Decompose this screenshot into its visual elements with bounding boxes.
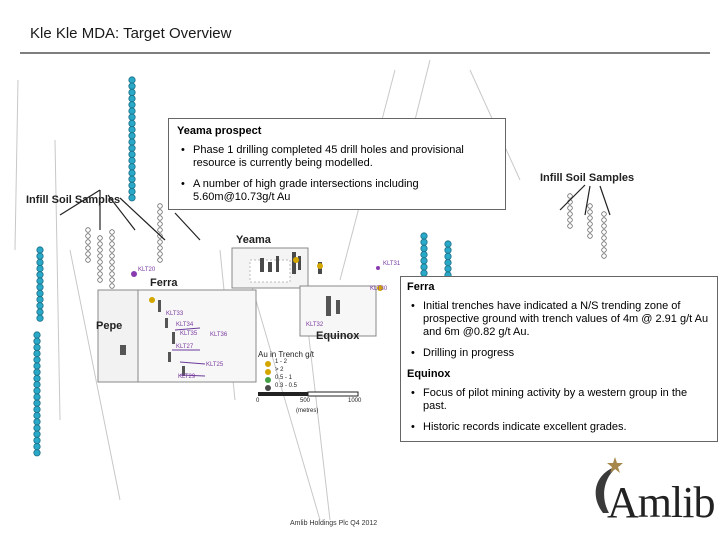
soil-sample-dot [34,437,40,443]
soil-sample-dot [129,145,135,151]
soil-sample-dot [602,254,607,259]
soil-sample-dot [110,272,115,277]
soil-sample-dot [568,218,573,223]
soil-sample-dot [129,114,135,120]
soil-sample-dot [568,206,573,211]
slide-title: Kle Kle MDA: Target Overview [30,25,232,42]
soil-sample-dot [588,216,593,221]
soil-sample-dot [588,234,593,239]
soil-sample-dot [445,259,451,265]
soil-sample-dot [98,248,103,253]
soil-sample-dot [86,258,91,263]
soil-sample-dot [421,233,427,239]
soil-sample-dot [445,266,451,272]
soil-sample-dot [34,375,40,381]
soil-sample-dot [98,260,103,265]
soil-sample-dot [421,245,427,251]
soil-sample-dot [34,350,40,356]
soil-sample-dot [158,210,163,215]
soil-sample-dot [421,264,427,270]
soil-sample-dot [98,254,103,259]
soil-sample-dot [98,266,103,271]
soil-sample-dot [129,89,135,95]
soil-sample-dot [445,241,451,247]
legend-item: > 2 [275,367,284,373]
soil-sample-dot [158,222,163,227]
yeama-info-box [168,118,506,210]
soil-sample-dot [110,230,115,235]
soil-sample-dot [421,258,427,264]
ferra-heading: Ferra [407,281,435,293]
soil-sample-dot [602,236,607,241]
soil-sample-dot [37,272,43,278]
trench-label-klt36: KLT36 [210,332,228,338]
soil-sample-dot [34,394,40,400]
soil-sample-dot [568,224,573,229]
soil-sample-dot [98,236,103,241]
soil-sample-dot [98,272,103,277]
yeama-bullet: • A number of high grade intersections including 5.60m@10.73g/t Au [177,178,497,204]
soil-sample-dot [129,188,135,194]
soil-sample-dot [110,242,115,247]
soil-sample-dot [37,259,43,265]
soil-sample-dot [37,253,43,259]
trench-label-klt25: KLT25 [206,362,224,368]
ferra-equinox-info-box [400,276,718,442]
soil-sample-dot [86,240,91,245]
soil-sample-dot [37,290,43,296]
soil-sample-dot [602,212,607,217]
soil-sample-dot [568,212,573,217]
scale-bar [258,392,358,396]
equinox-map-label: Equinox [316,330,360,342]
soil-sample-dot [158,216,163,221]
soil-sample-dot [158,252,163,257]
trench-label-klt29: KLT29 [178,374,196,380]
infill-soil-label-left: Infill Soil Samples [26,194,121,206]
trench-label-klt32: KLT32 [306,322,324,328]
soil-sample-dot [421,239,427,245]
soil-sample-dot [129,120,135,126]
soil-sample-dot [129,195,135,201]
soil-sample-dot [445,247,451,253]
soil-sample-dot [37,284,43,290]
soil-sample-dot [129,157,135,163]
soil-sample-dot [34,388,40,394]
soil-sample-dot [34,431,40,437]
soil-sample-dot [110,236,115,241]
ferra-bullet: • Drilling in progress [407,347,711,360]
trench-label-klt31: KLT31 [383,261,401,267]
soil-sample-dot [34,369,40,375]
soil-sample-dot [86,228,91,233]
soil-sample-dot [34,363,40,369]
soil-sample-dot [110,254,115,259]
yeama-heading: Yeama prospect [177,125,262,137]
scale-tick-500: 500 [300,398,311,404]
yeama-label: Yeama [236,234,271,246]
soil-sample-dot [129,102,135,108]
trench-label-klt20: KLT20 [138,267,156,273]
soil-sample-dot [602,218,607,223]
soil-sample-dot [602,224,607,229]
soil-sample-dot [34,357,40,363]
equinox-heading: Equinox [407,368,451,380]
soil-sample-dot [129,108,135,114]
soil-sample-dot [98,278,103,283]
soil-sample-dot [110,284,115,289]
soil-sample-dot [110,278,115,283]
soil-sample-dot [158,258,163,263]
trench-label-klt27: KLT27 [176,344,194,350]
legend-title: Au in Trench g/t [258,350,315,359]
soil-sample-dot [37,265,43,271]
soil-sample-dot [34,443,40,449]
amlib-logo [585,455,715,527]
pepe-label: Pepe [96,320,123,332]
soil-sample-dot [602,230,607,235]
soil-sample-dot [588,210,593,215]
soil-sample-dot [421,251,427,257]
soil-sample-dot [37,303,43,309]
soil-sample-dot [110,260,115,265]
legend-item: 0.3 - 0.5 [275,383,298,389]
trench-label-klt33: KLT33 [166,311,184,317]
trench-label-klt35: KLT35 [180,331,198,337]
trench-label-klt30: KLT30 [370,286,388,292]
soil-sample-dot [37,247,43,253]
trench-label-klt34: KLT34 [176,322,194,328]
soil-sample-dot [158,228,163,233]
soil-sample-dot [34,344,40,350]
soil-sample-dot [129,133,135,139]
soil-sample-dot [34,425,40,431]
scale-tick-1000: 1000 [348,398,362,404]
ferra-bullet: • Initial trenches have indicated a N/S trending zone of prospective ground with trench values of 4m @ 2.91 g/t Au and 6m @0.82 g/t Au. [407,300,711,339]
soil-sample-dot [110,248,115,253]
soil-sample-dot [34,406,40,412]
legend-symbols [265,361,271,391]
yeama-inset [232,248,323,288]
soil-sample-dot [110,266,115,271]
soil-sample-dot [129,139,135,145]
equinox-bullet: • Focus of pilot mining activity by a western group in the past. [407,387,711,413]
soil-sample-dot [86,234,91,239]
soil-sample-dot [158,204,163,209]
soil-sample-dot [34,412,40,418]
scale-unit: (metres) [296,408,319,414]
soil-sample-dot [588,228,593,233]
soil-sample-dot [129,126,135,132]
soil-sample-dot [602,242,607,247]
ferra-map-label: Ferra [150,277,178,289]
soil-sample-dot [158,240,163,245]
soil-sample-dot [129,164,135,170]
soil-sample-dot [445,253,451,259]
legend-item: 0.5 - 1 [275,375,293,381]
infill-soil-label-right: Infill Soil Samples [540,172,635,184]
yeama-bullet: • Phase 1 drilling completed 45 drill holes and provisional resource is currently being modelled. [177,144,497,170]
soil-sample-dot [129,151,135,157]
soil-sample-dot [34,450,40,456]
soil-sample-dot [37,278,43,284]
soil-sample-dot [37,296,43,302]
soil-sample-dot [129,182,135,188]
soil-sample-dot [37,309,43,315]
soil-sample-dot [98,242,103,247]
legend-item: 1 - 2 [275,359,288,365]
soil-sample-dot [158,246,163,251]
soil-sample-dot [602,248,607,253]
soil-sample-dot [129,170,135,176]
soil-sample-dot [86,252,91,257]
soil-sample-dot [34,400,40,406]
slide-footer: Amlib Holdings Plc Q4 2012 [290,520,378,527]
soil-sample-dot [34,338,40,344]
logo-text: Amlib [607,478,715,527]
soil-sample-dot [37,315,43,321]
soil-sample-dot [588,204,593,209]
soil-sample-dot [86,246,91,251]
soil-sample-dot [34,381,40,387]
soil-sample-dot [129,176,135,182]
soil-sample-dot [129,77,135,83]
soil-sample-dot [129,83,135,89]
equinox-bullet: • Historic records indicate excellent grades. [407,421,711,434]
soil-sample-dot [34,332,40,338]
soil-sample-dot [34,419,40,425]
soil-sample-dot [129,95,135,101]
soil-sample-dot [588,222,593,227]
scale-tick-0: 0 [256,398,260,404]
